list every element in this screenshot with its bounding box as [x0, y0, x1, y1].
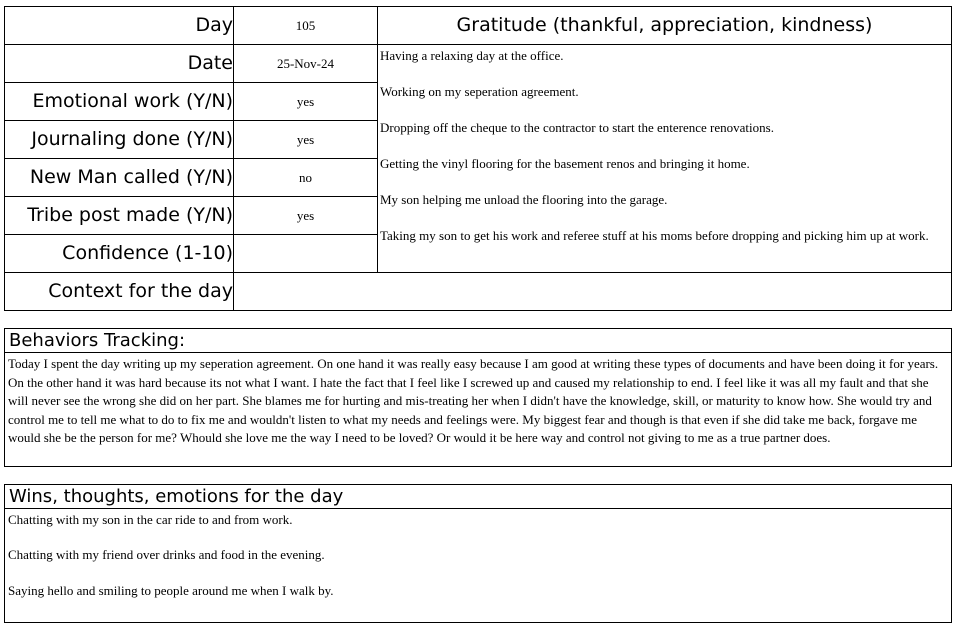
- emotional-work-value: yes: [296, 94, 315, 109]
- gratitude-item: Getting the vinyl flooring for the basement renos and bringing it home.: [380, 156, 750, 171]
- day-label: Day: [195, 14, 233, 36]
- behaviors-title: Behaviors Tracking:: [5, 329, 951, 353]
- emotional-work-label: Emotional work (Y/N): [32, 90, 233, 112]
- gratitude-item: Working on my seperation agreement.: [380, 84, 579, 99]
- wins-item: Saying hello and smiling to people around me when I walk by.: [8, 583, 334, 598]
- summary-table: [4, 6, 952, 311]
- gratitude-item: Having a relaxing day at the office.: [380, 48, 564, 63]
- gratitude-item: Taking my son to get his work and referee stuff at his moms before dropping and picking him up at work.: [380, 228, 929, 243]
- tribe-post-label: Tribe post made (Y/N): [27, 204, 233, 226]
- date-label: Date: [187, 52, 233, 74]
- date-value: 25-Nov-24: [276, 56, 335, 71]
- behaviors-text: Today I spent the day writing up my seperation agreement. On one hand it was really easy because I am good at writing these types of documents and have been doing it for years. On the other hand it was hard because its not what I want. I hate the fact that I feel like I screwed up and caused my relationship to end. I feel like it was all my fault and that she will never see the wrong she did on her part. She blames me for hurting and mis-treating her when I didn't have the knowledge, skill, or maturity to know how. She would try and control me to tell me what to do to fix me and wouldn't listen to what my needs and feelings were. My biggest fear and though is that even if she did take me back, forgave me would she be the person for me? Whould she love me the way I need to be loved? Or would it be here way and control not giving to me as a true partner does.: [8, 356, 939, 445]
- gratitude-title: Gratitude (thankful, appreciation, kindness): [456, 14, 873, 36]
- journaling-done-value: yes: [296, 132, 315, 147]
- wins-title: Wins, thoughts, emotions for the day: [5, 485, 951, 509]
- new-man-called-value: no: [299, 170, 312, 185]
- journaling-done-label: Journaling done (Y/N): [31, 128, 233, 150]
- tribe-post-value: yes: [296, 208, 315, 223]
- new-man-called-label: New Man called (Y/N): [29, 166, 233, 188]
- gratitude-item: Dropping off the cheque to the contractor to start the enterence renovations.: [380, 120, 774, 135]
- confidence-label: Confidence (1-10): [62, 242, 233, 264]
- behaviors-section: [4, 328, 952, 467]
- gratitude-list: [378, 45, 951, 272]
- context-label: Context for the day: [48, 280, 233, 302]
- gratitude-item: My son helping me unload the flooring into the garage.: [380, 192, 668, 207]
- wins-item: Chatting with my friend over drinks and food in the evening.: [8, 547, 325, 562]
- day-value: 105: [295, 18, 316, 33]
- wins-section: [4, 484, 952, 623]
- wins-item: Chatting with my son in the car ride to and from work.: [8, 512, 293, 527]
